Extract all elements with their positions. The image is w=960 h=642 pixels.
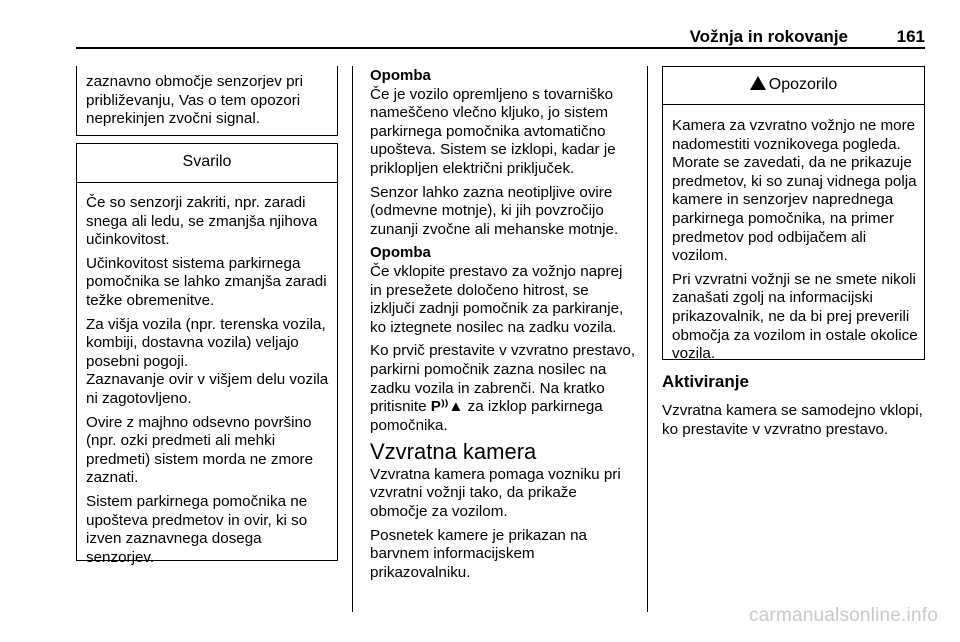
page-number: 161 (896, 27, 925, 46)
caution-box-body (77, 183, 337, 567)
warning-box (662, 66, 925, 363)
body-paragraph: Senzor lahko zazna neotipljive ovire (odmevne motnje), ki jih povzročijo zunanji zvočne ali mehanske motnje. (370, 183, 619, 238)
column-divider-right (647, 66, 648, 612)
subheading: Aktiviranje (662, 372, 749, 391)
body-text-start: Ko prvič prestavite v vzvratno prestavo, parkirni pomočnik zazna nosilec na zadku vozila in zabrenči. Na kratko pritisnite (370, 342, 636, 416)
caution-paragraph: Ovire z majhno odsevno površino (npr. ozki predmeti ali mehki predmeti) sistem morda ne zmore zaznati. (86, 413, 314, 487)
warning-triangle-icon (750, 76, 766, 90)
caution-paragraph: Zaznavanje ovir v višjem delu vozila ni zagotovljeno. (86, 371, 329, 407)
section-heading: Vzvratna kamera (370, 439, 537, 465)
caution-paragraph: Če so senzorji zakriti, npr. zaradi snega ali ledu, se zmanjša njihova učinkovitost. (86, 194, 318, 249)
page-header-title: Vožnja in rokovanje (689, 27, 848, 46)
warning-box-title: !Opozorilo (663, 67, 924, 105)
caution-paragraph: Učinkovitost sistema parkirnega pomočnika se lahko zmanjša zaradi težke obremenitve. (86, 254, 327, 309)
note-text: Če vklopite prestavo za vožnjo naprej in presežete določeno hitrost, se izključi zadnji pomočnik za parkiranje, ko iztegnete nosilec na zadku vozila. (370, 262, 624, 336)
continued-text: zaznavno območje senzorjev pri približevanju, Vas o tem opozori neprekinjen zvočni signal. (86, 73, 303, 128)
note-text: Če je vozilo opremljeno s tovarniško nameščeno vlečno kljuko, jo sistem parkirnega pomočnika avtomatično upošteva. Sistem se izklopi, kadar je priklopljen električni priključek. (370, 85, 616, 177)
warning-box-body (663, 105, 924, 364)
continued-text-box (76, 66, 338, 136)
warning-paragraph: Pri vzvratni vožnji se ne smete nikoli zanašati zgolj na informacijski prikazovalnik, ne da bi prej preverili območja za vozilom in ostale okolice vozila. (672, 270, 918, 363)
body-paragraph: Vzvratna kamera se samodejno vklopi, ko prestavite v vzvratno prestavo. (662, 402, 923, 438)
caution-paragraph: Sistem parkirnega pomočnika ne upošteva predmetov in ovir, ki so izven zaznavnega dosega senzorjev. (86, 492, 308, 566)
caution-paragraph: Za višja vozila (npr. terenska vozila, kombiji, dostavna vozila) veljajo posebni pogoji. (86, 315, 326, 370)
warning-paragraph: Kamera za vzvratno vožnjo ne more nadomestiti voznikovega pogleda. Morate se zavedati, da ne prikazuje predmetov, ki so zunaj vidnega polja kamere in senzorjev naprednega parkirnega pomočnika, na primer predmetov pod odbijačem ali vozilom. (672, 117, 917, 265)
caution-box (76, 143, 338, 566)
body-paragraph: Vzvratna kamera pomaga vozniku pri vzvratni vožnji tako, da prikaže območje za vozilom. (370, 465, 621, 521)
body-text-end: za izklop parkirnega pomočnika. (370, 398, 603, 434)
right-column-lower (662, 372, 924, 439)
caution-box-title: Svarilo (77, 144, 337, 183)
middle-column (370, 67, 636, 587)
note-label: Opomba (370, 244, 431, 262)
watermark: carmanualsonline.info (748, 605, 938, 626)
body-paragraph: Posnetek kamere je prikazan na barvnem informacijskem prikazovalniku. (370, 526, 587, 581)
header-rule (76, 47, 925, 49)
note-label: Opomba (370, 67, 431, 84)
column-divider-left (352, 66, 353, 612)
parking-assist-icon: P⁾⁾▲ (430, 398, 464, 416)
body-paragraph (370, 342, 636, 435)
